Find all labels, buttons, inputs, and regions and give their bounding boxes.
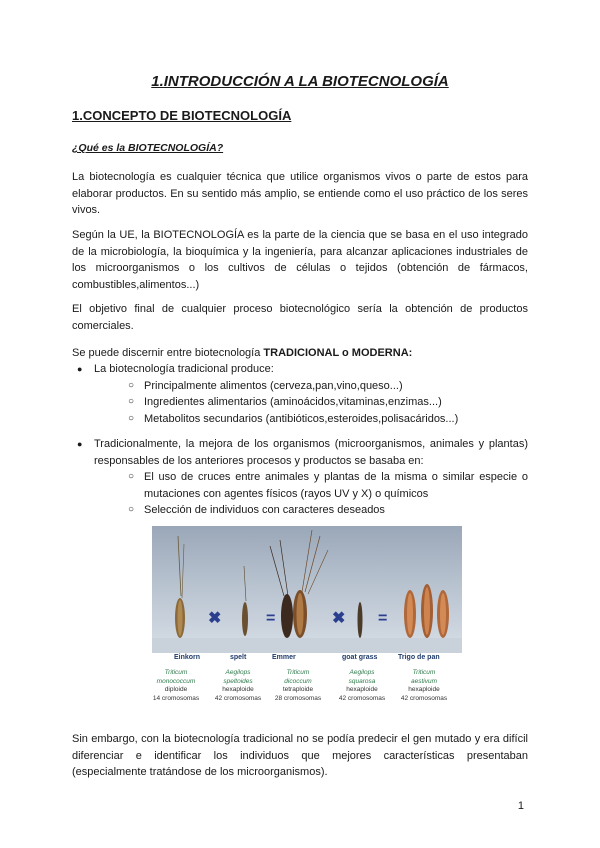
paragraph-objective: El objetivo final de cualquier proceso biotecnológico sería la obtención de productos comerciales. [72, 303, 528, 332]
chromosomes: 42 cromosomas [338, 694, 386, 702]
speltoides-spike [242, 566, 248, 636]
wheat-spikes-illustration [152, 526, 462, 653]
species: aestivum [410, 677, 437, 685]
chromosomes: 42 cromosomas [214, 694, 262, 702]
einkorn-spike [175, 536, 185, 638]
bullet-list-improvement [72, 436, 528, 519]
species-column [394, 669, 454, 703]
label-bread-wheat: Trigo de pan [398, 654, 440, 661]
ploidy: hexaploide [222, 686, 254, 693]
genus: Aegilops [225, 669, 251, 676]
paragraph-ue-definition: Según la UE, la BIOTECNOLOGÍA es la parte de la ciencia que se basa en el uso integrado de la microbiología, la bioquímica y la ingeniería, para alcanzar aplicaciones industriales de los microorganismos o los cultivos de células o tejidos (obtención de fármacos, combustibles,alimentos...) [72, 229, 528, 291]
bullet-text: Tradicionalmente, la mejora de los organismos (microorganismos, animales y plantas) responsables de los anteriores procesos y productos se basaba en: [94, 438, 528, 467]
emmer-spikes [270, 530, 328, 638]
paragraph-types [72, 345, 528, 362]
bullet-list-traditional [72, 361, 528, 427]
equals-operator: = [378, 610, 388, 627]
label-emmer: Emmer [272, 654, 296, 661]
paragraph-limitations: Sin embargo, con la biotecnología tradicional no se podía predecir el gen mutado y era difícil diferenciar e identificar los individuos que mejores características presentaban (especialmente tratándose de los microorganismos). [72, 733, 528, 778]
page-number: 1 [517, 800, 524, 812]
chromosomes: 42 cromosomas [400, 694, 448, 702]
list-item [72, 436, 528, 519]
species: monococcum [156, 677, 196, 685]
wheat-evolution-image [152, 526, 462, 653]
genus: Triticum [286, 669, 310, 676]
sub-list-item: ○ Ingredientes alimentarios (aminoácidos,vitaminas,enzimas...) [94, 394, 528, 411]
bread-wheat-spikes [404, 584, 449, 638]
chromosomes: 28 cromosomas [274, 694, 322, 702]
genus: Triticum [412, 669, 436, 676]
cross-operator: ✖ [332, 610, 346, 627]
sub-list [94, 378, 528, 428]
label-einkorn: Einkorn [174, 654, 201, 661]
species: squarosa [348, 677, 376, 685]
list-item [72, 361, 528, 427]
paragraph-definition: La biotecnología es cualquier técnica que utilice organismos vivos o parte de estos para elaborar productos. En su sentido más amplio, se entiende como el uso práctico de los seres vivos. [72, 171, 528, 216]
species-column [332, 669, 392, 703]
question-heading: ¿Qué es la BIOTECNOLOGÍA? [72, 142, 224, 154]
sub-list-item: ○ Metabolitos secundarios (antibióticos,esteroides,polisacáridos...) [94, 411, 528, 428]
equals-operator: = [266, 610, 276, 627]
section-heading: 1.CONCEPTO DE BIOTECNOLOGÍA [72, 108, 292, 123]
ploidy: diploide [164, 686, 188, 693]
page-title: 1.INTRODUCCIÓN A LA BIOTECNOLOGÍA [151, 73, 449, 90]
sub-list [94, 469, 528, 519]
label-goat-grass: goat grass [342, 654, 378, 661]
label-spelt: spelt [230, 654, 247, 661]
types-intro: Se puede discernir entre biotecnología [72, 347, 264, 359]
ploidy: hexaploide [346, 686, 378, 693]
species-column [146, 669, 206, 703]
cross-operator: ✖ [208, 610, 222, 627]
goat-grass-spike [358, 602, 363, 638]
species: speltoides [223, 677, 253, 685]
sub-list-item: ○ Principalmente alimentos (cerveza,pan,vino,queso...) [94, 378, 528, 395]
figure-species-info [152, 669, 462, 711]
genus: Triticum [164, 669, 188, 676]
bullet-text: La biotecnología tradicional produce: [94, 363, 274, 375]
types-bold: TRADICIONAL o MODERNA: [263, 347, 413, 359]
species: dicoccum [284, 677, 312, 685]
sub-list-item: ○ El uso de cruces entre animales y plantas de la misma o similar especie o mutaciones con agentes físicos (rayos UV y X) o químicos [94, 469, 528, 502]
species-column [208, 669, 268, 703]
genus: Aegilops [349, 669, 375, 676]
species-column [268, 669, 328, 703]
ploidy: tetraploide [282, 686, 314, 693]
chromosomes: 14 cromosomas [152, 694, 200, 702]
figure-labels [152, 654, 462, 666]
ploidy: hexaploide [408, 686, 440, 693]
sub-list-item: ○ Selección de individuos con caracteres deseados [94, 502, 528, 519]
